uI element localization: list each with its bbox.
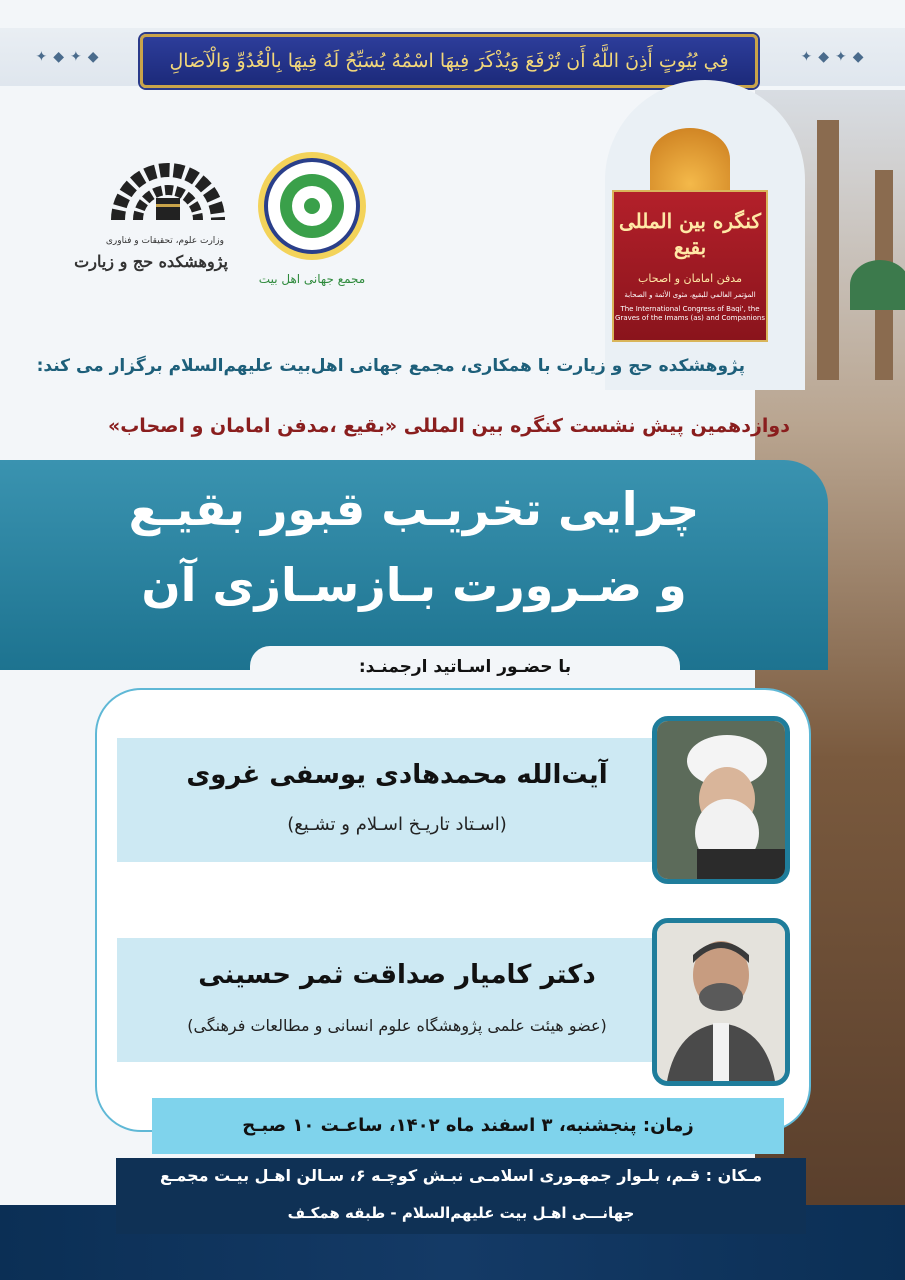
hajj-research-logo — [108, 150, 228, 230]
speaker-1-portrait — [652, 716, 790, 884]
congress-arabic: المؤتمر العالمي للبقيع، مثوى الأئمة و الصحابة — [624, 291, 756, 299]
minaret-icon — [817, 120, 839, 380]
time-box — [152, 1098, 784, 1154]
hajj-emblem-icon — [108, 150, 228, 230]
speaker-2-role: (عضو هیئت علمی پژوهشگاه علوم انسانی و مطالعات فرهنگی) — [187, 1016, 607, 1035]
place-box — [116, 1158, 806, 1234]
golden-dome-icon — [650, 128, 730, 190]
ahlulbayt-assembly-logo — [256, 150, 368, 262]
congress-english: The International Congress of Baqi', the Graves of the Imams (as) and Companions — [615, 305, 765, 322]
speaker-2-name: دکتر کامیار صداقت ثمر حسینی — [198, 960, 596, 990]
congress-subtitle: مدفن امامان و اصحاب — [638, 272, 742, 285]
ahlulbayt-logo-caption: مجمع جهانی اهل بیت — [258, 272, 366, 286]
ornament-right-icon: ✦◆✦◆ — [800, 49, 870, 65]
verse-text: فِي بُيُوتٍ أَذِنَ اللَّهُ أَن تُرْفَعَ وَيُذْكَرَ فِيهَا اسْمُهُ يُسَبِّحُ لَهُ فِيهَا بِالْغُدُوِّ وَالْآصَالِ — [169, 50, 729, 72]
presence-tab — [250, 646, 680, 688]
congress-title: کنگره بین المللی بقیع — [619, 209, 761, 259]
speaker-2-portrait — [652, 918, 790, 1086]
event-place-line-2: جهانـــی اهـل بیت عليهم‌السلام - طبقه همکـف — [287, 1204, 635, 1222]
presence-heading: با حضـور اسـاتید ارجمنـد: — [358, 657, 572, 677]
verse-banner — [140, 34, 758, 88]
speaker-card-2 — [117, 938, 677, 1062]
ahlulbayt-emblem-icon — [256, 150, 368, 262]
organizer-line: پژوهشکده حج و زیارت با همکاری، مجمع جهانی اهل‌بیت عليهم‌السلام برگزار می کند: — [36, 356, 745, 376]
speaker-1-photo-icon — [657, 721, 785, 879]
ornament-left-icon: ✦◆✦◆ — [35, 49, 105, 65]
title-line-1: چرایی تخریـب قبور بقیـع — [128, 482, 700, 536]
event-place-line-1: مـکان : قـم، بلـوار جمهـوری اسلامـی نبـش کوچـه ۶، سـالن اهـل بیـت مجمـع — [160, 1166, 762, 1185]
speaker-1-role: (اسـتاد تاریـخ اسـلام و تشـیع) — [287, 814, 507, 835]
title-line-2: و ضـرورت بـازسـازی آن — [141, 558, 687, 612]
congress-logo — [612, 190, 768, 342]
session-line: دوازدهمین پیش نشست کنگره بین المللی «بقیع ،مدفن امامان و اصحاب» — [107, 415, 790, 437]
event-time: زمان: پنجشنبه، ۳ اسفند ماه ۱۴۰۲، ساعـت ۱۰ صبـح — [242, 1115, 694, 1136]
hajj-logo-caption: پژوهشکده حج و زیارت — [74, 252, 228, 271]
green-dome-icon — [850, 260, 905, 310]
speaker-2-photo-icon — [657, 923, 785, 1081]
title-block — [0, 460, 828, 670]
speaker-card-1 — [117, 738, 677, 862]
speaker-1-name: آیت‌الله محمدهادی یوسفی غروی — [186, 760, 608, 790]
hajj-ministry-caption: وزارت علوم، تحقیقات و فناوری — [105, 236, 224, 246]
